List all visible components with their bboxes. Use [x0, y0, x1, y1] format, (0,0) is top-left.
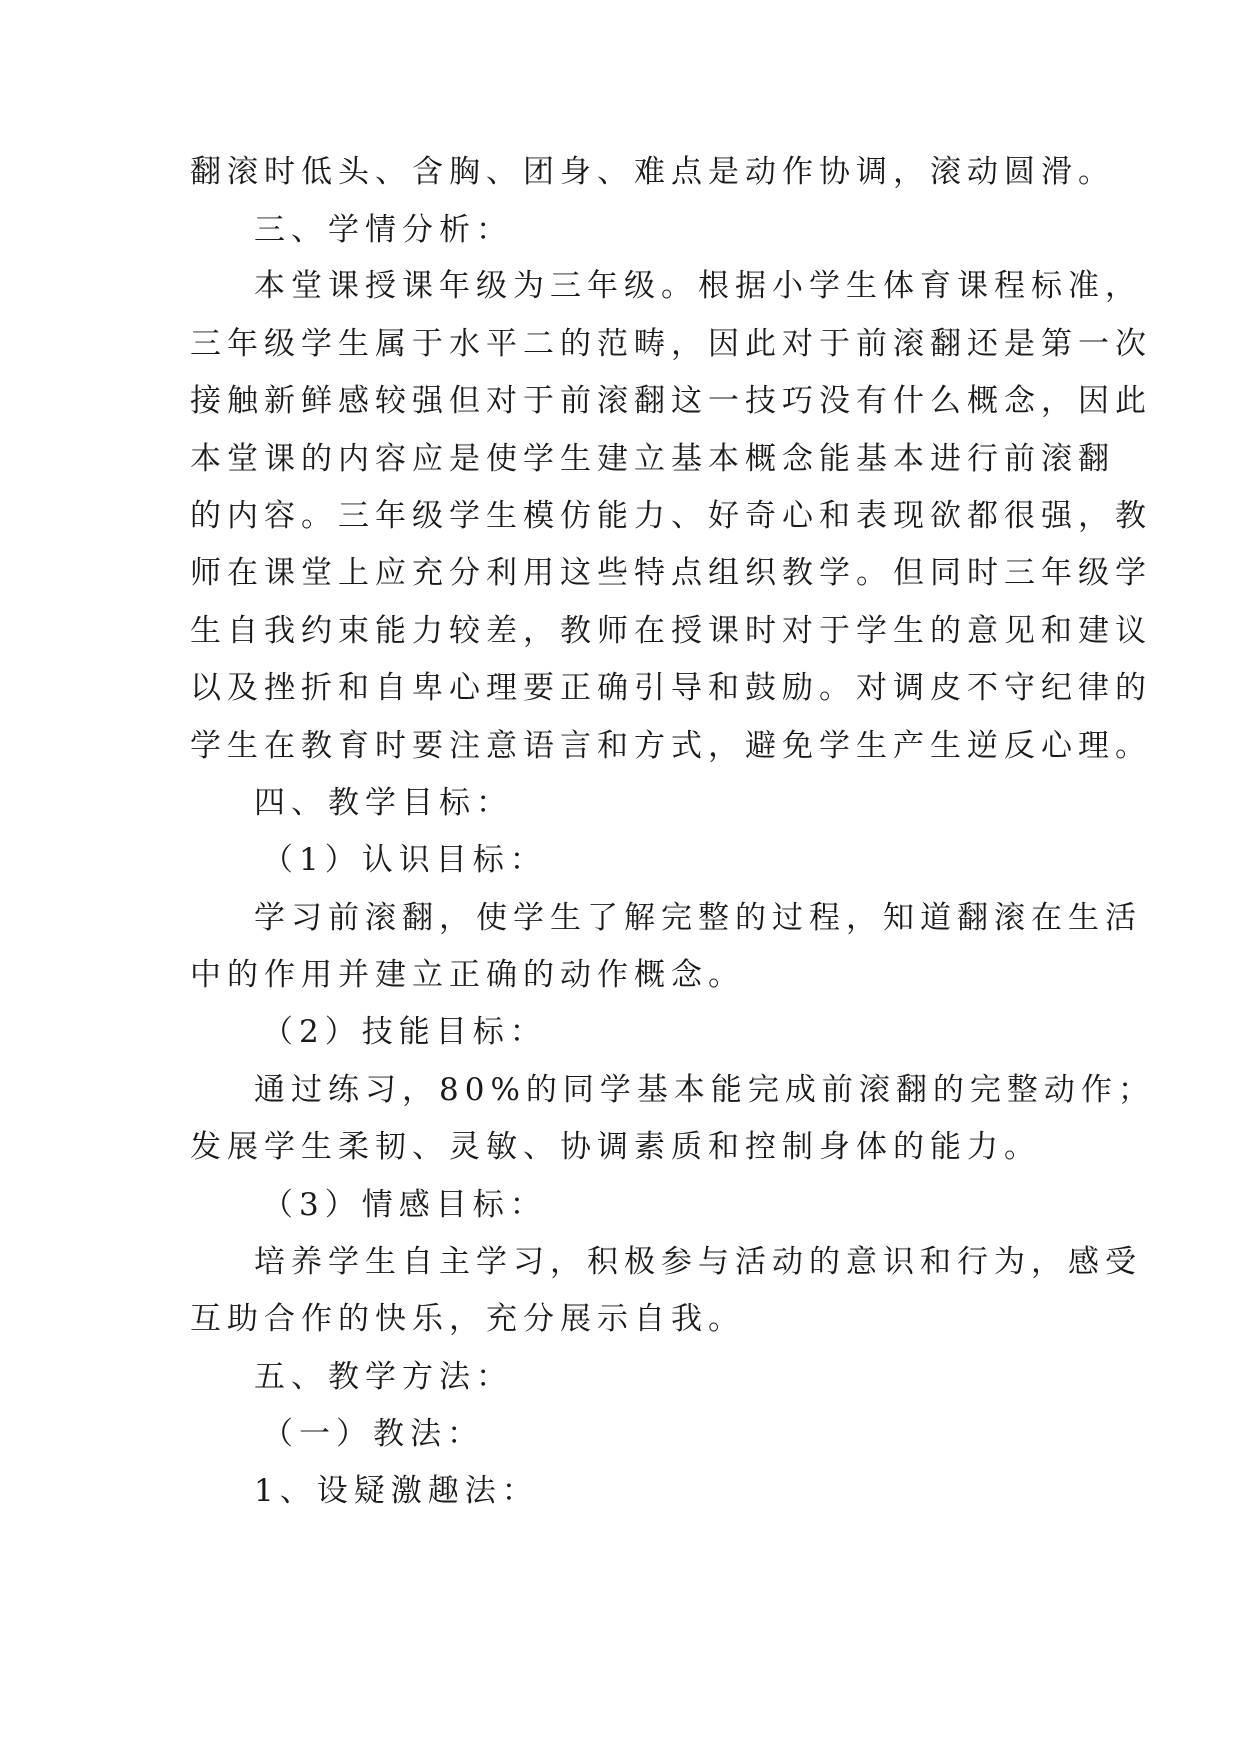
subheading-teaching-method: （一）教法：	[262, 1416, 484, 1452]
paragraph-line: 中的作用并建立正确的动作概念。	[190, 957, 745, 993]
paragraph-line: 本堂课授课年级为三年级。根据小学生体育课程标准，	[254, 268, 1142, 304]
paragraph-line: 本堂课的内容应是使学生建立基本概念能基本进行前滚翻	[190, 441, 1115, 477]
section-heading-5: 五、教学方法：	[254, 1359, 513, 1395]
paragraph-line: 师在课堂上应充分利用这些特点组织教学。但同时三年级学	[190, 555, 1152, 591]
subheading-skill-goal: （2）技能目标：	[262, 1014, 547, 1050]
paragraph-line: 生自我约束能力较差，教师在授课时对于学生的意见和建议	[190, 613, 1152, 649]
paragraph-line: 发展学生柔韧、灵敏、协调素质和控制身体的能力。	[190, 1129, 1041, 1165]
paragraph-line: 培养学生自主学习，积极参与活动的意识和行为，感受	[254, 1244, 1142, 1280]
paragraph-line: 三年级学生属于水平二的范畴，因此对于前滚翻还是第一次	[190, 326, 1152, 362]
subheading-cognitive-goal: （1）认识目标：	[262, 842, 547, 878]
paragraph-line: 接触新鲜感较强但对于前滚翻这一技巧没有什么概念，因此	[190, 383, 1152, 419]
paragraph-line: 翻滚时低头、含胸、团身、难点是动作协调，滚动圆滑。	[190, 154, 1115, 190]
section-heading-4: 四、教学目标：	[254, 785, 513, 821]
paragraph-line: 的内容。三年级学生模仿能力、好奇心和表现欲都很强，教	[190, 498, 1152, 534]
subheading-emotion-goal: （3）情感目标：	[262, 1187, 547, 1223]
paragraph-line: 互助合作的快乐，充分展示自我。	[190, 1301, 745, 1337]
paragraph-line: 以及挫折和自卑心理要正确引导和鼓励。对调皮不守纪律的	[190, 670, 1152, 706]
paragraph-line: 通过练习，80%的同学基本能完成前滚翻的完整动作；	[254, 1072, 1155, 1108]
paragraph-line: 学生在教育时要注意语言和方式，避免学生产生逆反心理。	[190, 728, 1152, 764]
list-item-method-1: 1、设疑激趣法：	[254, 1473, 539, 1509]
section-heading-3: 三、学情分析：	[254, 212, 513, 248]
paragraph-line: 学习前滚翻，使学生了解完整的过程，知道翻滚在生活	[254, 900, 1142, 936]
